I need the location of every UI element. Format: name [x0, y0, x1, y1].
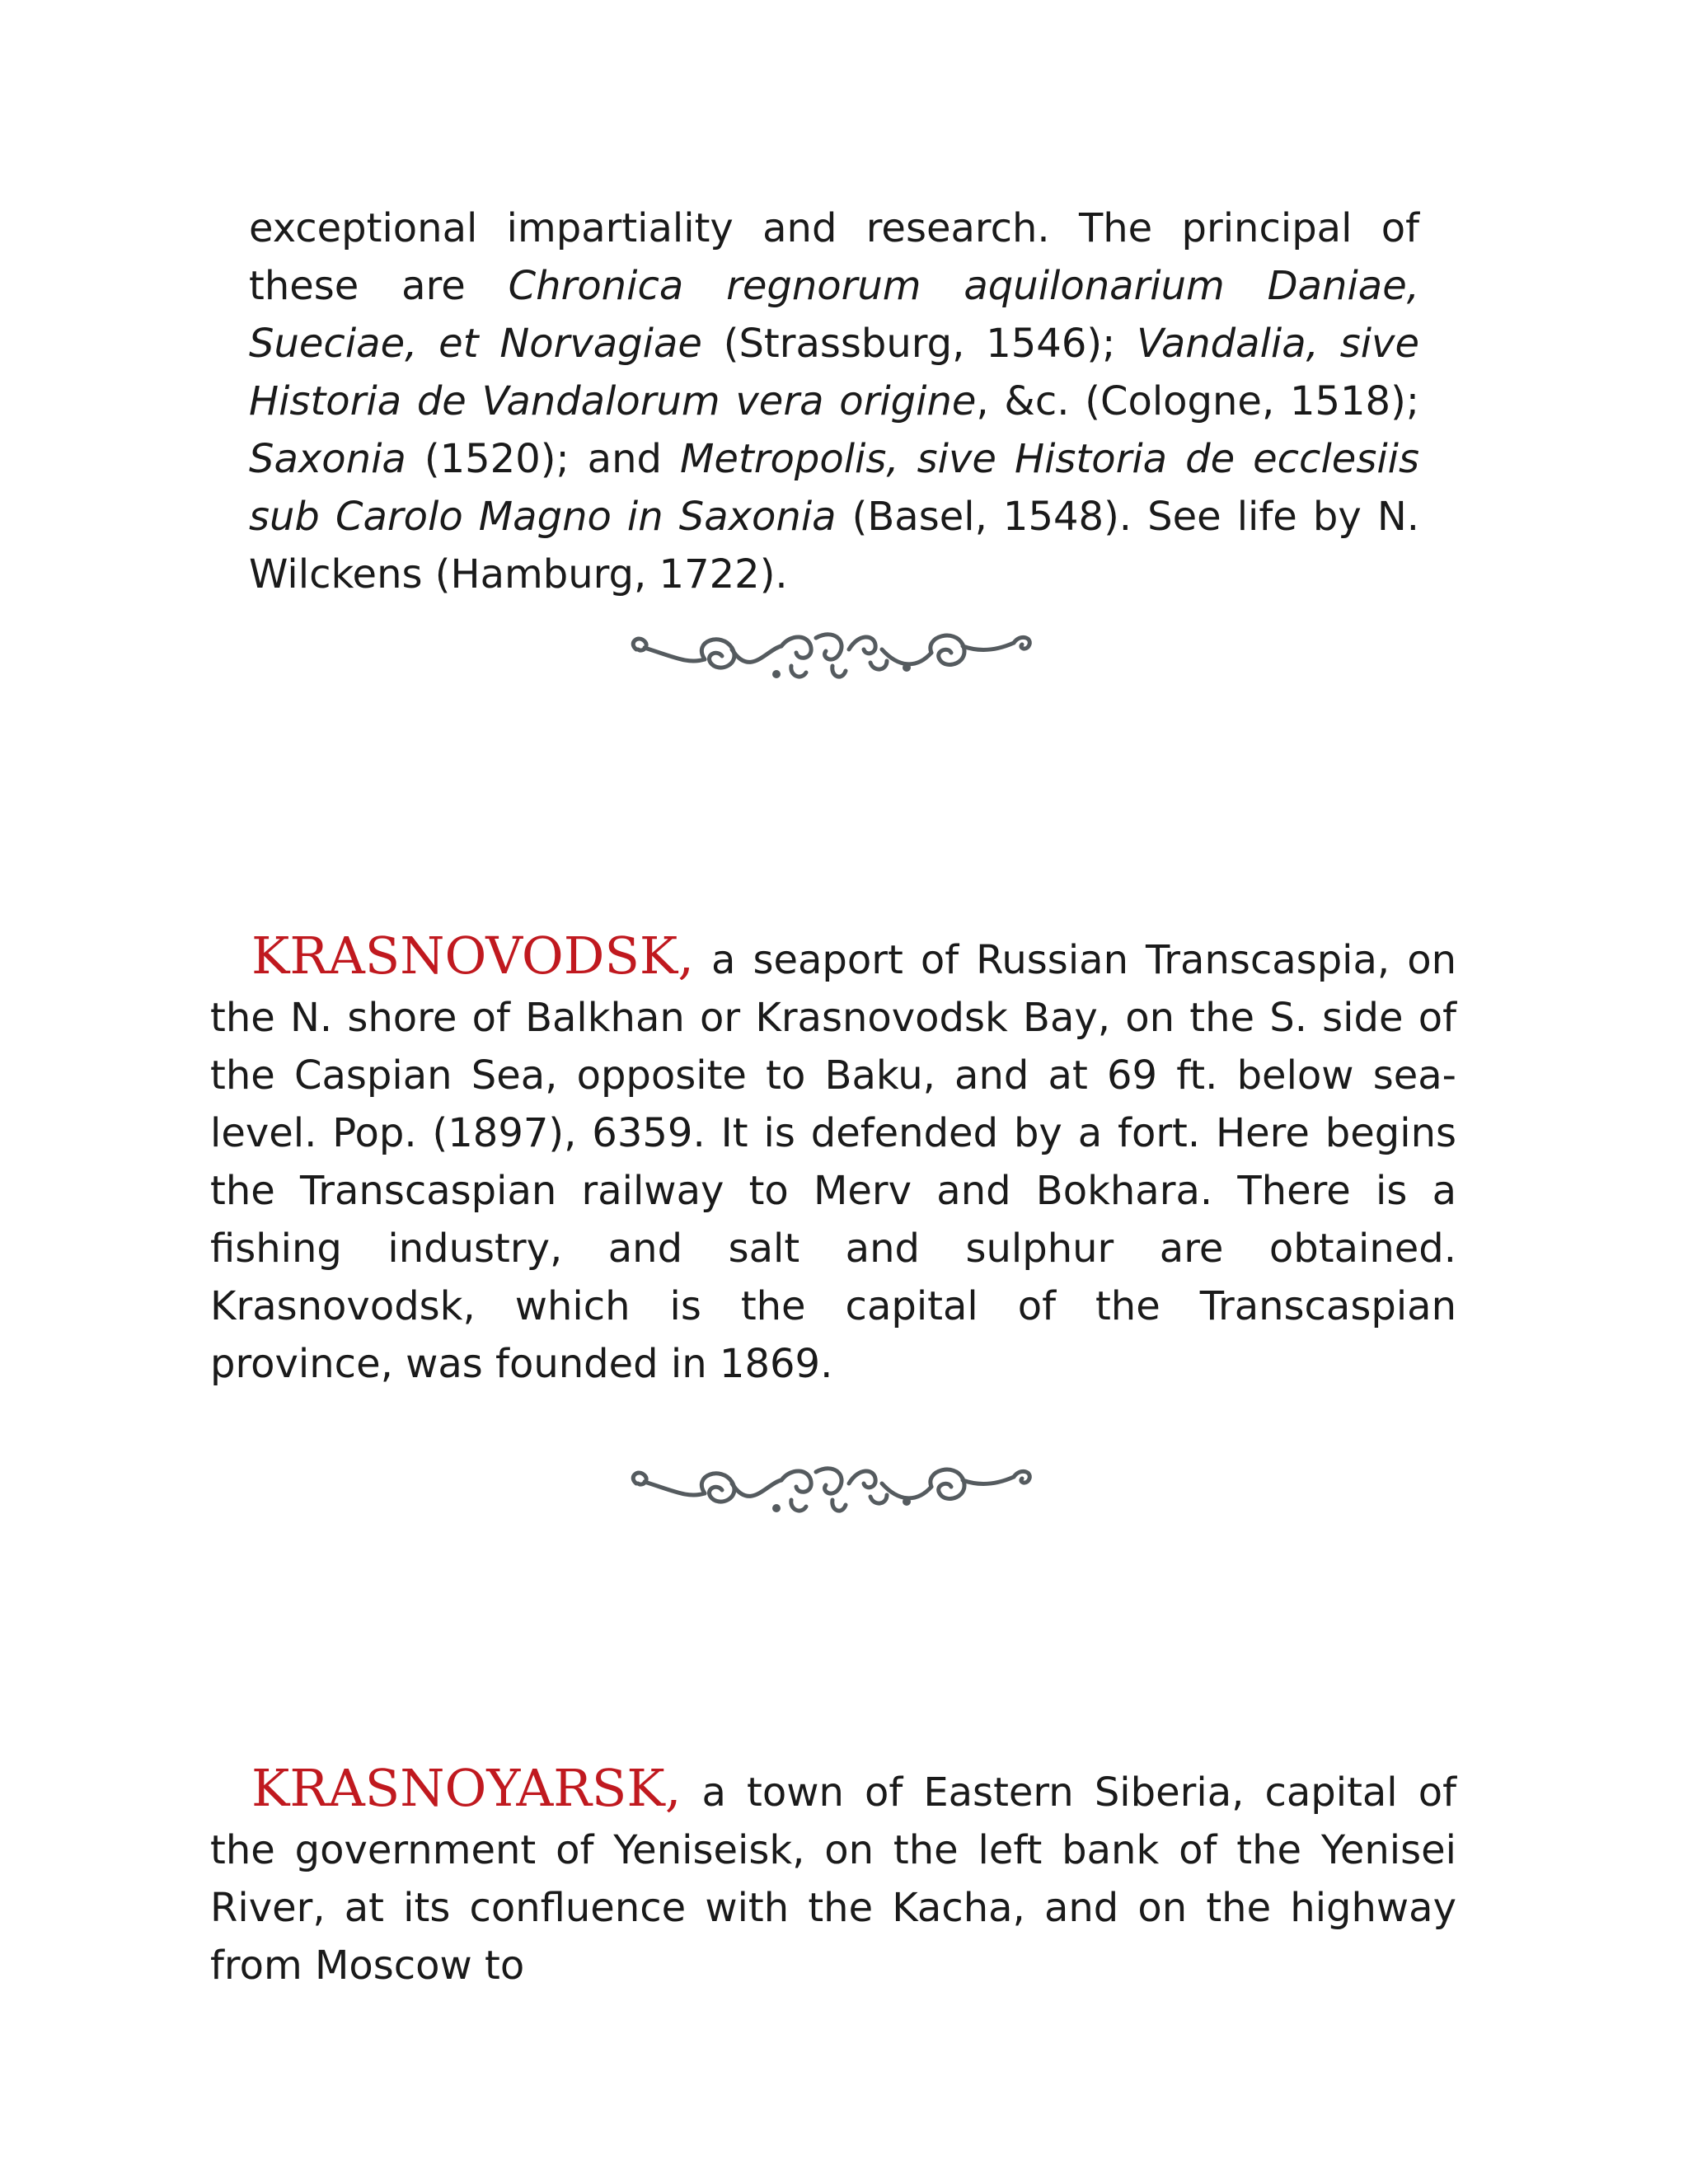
title-vandalia: Vandalia, sive Historia de Vandalorum vera origine — [249, 321, 1419, 424]
title-chronica: Chronica regnorum aquilonarium Daniae, Sueciae, et Norvagiae — [249, 263, 1419, 367]
intro-text-5: (Basel, 1548). See life by N. Wilckens (Hamburg, 1722). — [249, 494, 1419, 598]
title-saxonia: Saxonia — [249, 436, 406, 482]
scroll-flourish-ornament — [626, 616, 1039, 707]
entry-text-krasnoyarsk: a town of Eastern Siberia, capital of the government of Yeniseisk, on the left bank of the Yenisei River, at its confluence with the Kacha, and on the highway from Moscow to — [210, 1769, 1456, 1989]
headword-krasnovodsk: KRASNOVODSK, — [251, 926, 694, 986]
intro-text-3: , &c. (Cologne, 1518); — [976, 378, 1419, 424]
title-metropolis: Metropolis, sive Historia de ecclesiis sub Carolo Magno in Saxonia — [249, 436, 1420, 540]
headword-krasnoyarsk: KRASNOYARSK, — [251, 1758, 682, 1818]
ornament-icon — [626, 1451, 1039, 1541]
intro-text-4: (1520); and — [406, 436, 680, 482]
intro-paragraph — [249, 199, 1419, 603]
ornament-icon — [626, 616, 1039, 707]
scroll-flourish-ornament — [626, 1451, 1039, 1541]
entry-text-krasnovodsk: a seaport of Russian Transcaspia, on the N. shore of Balkhan or Krasnovodsk Bay, on the S. side of the Caspian Sea, opposite to Baku, and at 69 ft. below sea-level. Pop. (1897), 6359. It is defended by a fort. Here begins the Transcaspian railway to Merv and Bokhara. There is a fishing industry, and salt and sulphur are obtained. Krasnovodsk, which is the capital of the Transcaspian province, was founded in 1869. — [210, 937, 1456, 1387]
intro-text-2: (Strassburg, 1546); — [701, 321, 1137, 367]
intro-text-1: exceptional impartiality and research. The principal of these are — [249, 205, 1419, 309]
entry-krasnoyarsk — [210, 1760, 1456, 1994]
entry-krasnovodsk — [210, 927, 1456, 1393]
